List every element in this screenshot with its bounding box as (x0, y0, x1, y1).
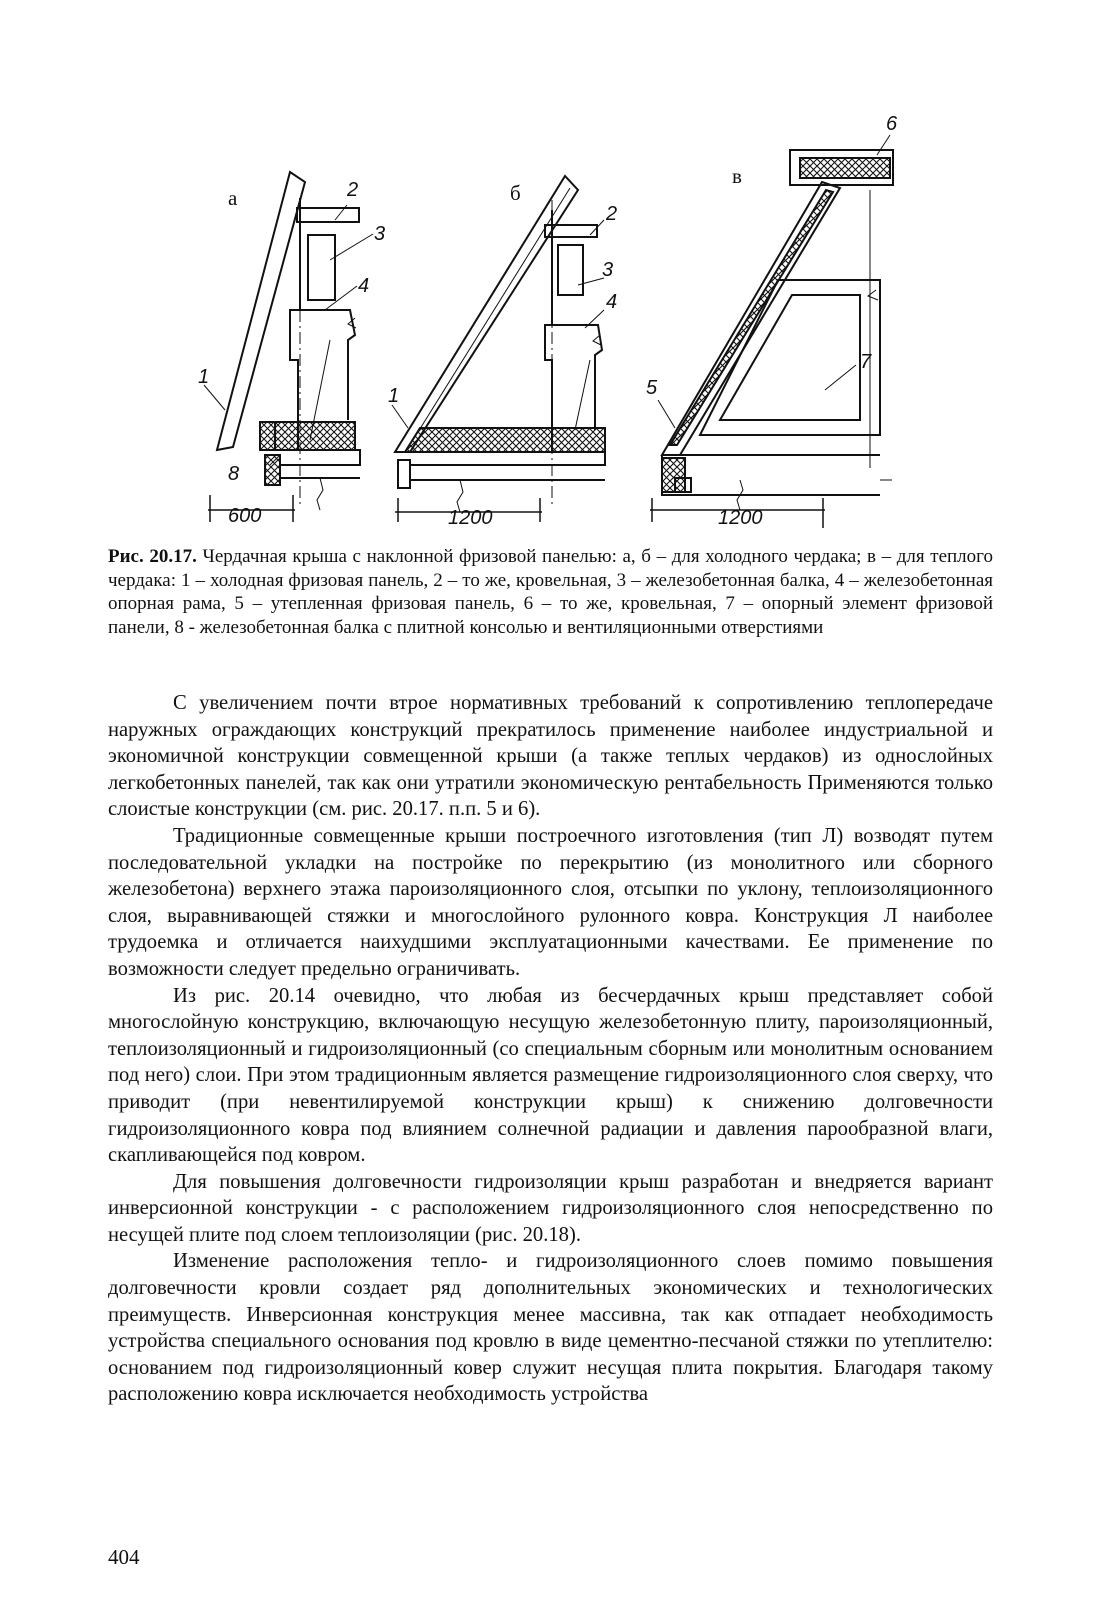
callout-b-4: 4 (606, 291, 618, 313)
paragraph: С увеличением почти втрое нормативных требований к сопротивлению теплопередаче наружных ограждающих конструкций прекратилось применение наиболее индустриальной и экономичной конструкции совмещенной крыши (а также теплых чердаков) из однослойных легкобетонных панелей, так как они утратили экономическую рентабельность Применяются только слоистые конструкции (см. рис. 20.17. п.п. 5 и 6). (108, 692, 993, 821)
caption-text: Чердачная крыша с наклонной фризовой панелью: а, б – для холодного чердака; в – для теплого чердака: 1 – холодная фризовая панель, 2 – то же, кровельная, 3 – железобетонная балка, 4 – железобетонная опорная рама, 5 – утепленная фризовая панель, 6 – то же, кровельная, 7 – опорный элемент фризовой панели, 8 - железобетонная балка с плитной консолью и вентиляционными отверстиями (108, 546, 993, 638)
dimension-a: 600 (228, 505, 262, 527)
body-text (108, 690, 993, 1408)
dimension-b: 1200 (448, 507, 493, 529)
page-number: 404 (108, 1545, 140, 1569)
figure-caption (108, 545, 993, 639)
diagram-c (650, 135, 893, 528)
paragraph: Из рис. 20.14 очевидно, что любая из бесчердачных крыш представляет собой многослойную конструкцию, включающую несущую железобетонную плиту, пароизоляционный, теплоизоляционный и гидроизоляционный (со специальным сборным или монолитным основанием под него) слои. При этом традиционным является размещение гидроизоляционного слоя сверху, что приводит (при невентилируемой конструкции крыш) к снижению долговечности гидроизоляционного ковра под влиянием солнечной радиации и давления парообразной влаги, скапливающейся под ковром. (108, 984, 993, 1167)
callout-a-3: 3 (374, 223, 386, 245)
paragraph: Традиционные совмещенные крыши построечного изготовления (тип Л) возводят путем последовательной укладки на постройке по перекрытию (из монолитного или сборного железобетона) верхнего этажа пароизоляционного слоя, отсыпки по уклону, теплоизоляционного слоя, выравнивающей стяжки и многослойного рулонного ковра. Конструкция Л наиболее трудоемка и отличается наихудшими эксплуатационными качествами. Ее применение по возможности следует предельно ограничивать. (108, 824, 993, 980)
figure-20-17 (180, 110, 940, 540)
figure-number: Рис. 20.17. (108, 546, 197, 567)
callout-b-2: 2 (606, 203, 618, 225)
paragraph: Для повышения долговечности гидроизоляции крыш разработан и внедряется вариант инверсионной конструкции - с расположением гидроизоляционного слоя непосредственно по несущей плите под слоем теплоизоляции (рис. 20.18). (108, 1170, 993, 1246)
callout-c-6: 6 (886, 113, 898, 135)
callout-a-8: 8 (228, 463, 240, 485)
callout-c-7: 7 (860, 351, 872, 373)
callout-a-1: 1 (198, 366, 210, 388)
paragraph: Изменение расположения тепло- и гидроизоляционного слоев помимо повышения долговечности кровли создает ряд дополнительных экономических и технологических преимуществ. Инверсионная конструкция менее массивна, так как отпадает необходимость устройства специального основания под кровлю в виде цементно-песчаной стяжки по утеплителю: основанием под гидроизоляционный ковер служит несущая плита покрытия. Благодаря такому расположению ковра исключается необходимость устройства (108, 1250, 993, 1406)
diagram-b (392, 176, 605, 522)
callout-a-4: 4 (358, 275, 370, 297)
callout-a-2: 2 (347, 179, 359, 201)
panel-label-c: в (732, 164, 742, 188)
dimension-c: 1200 (718, 507, 763, 529)
callout-b-3: 3 (602, 259, 614, 281)
panel-label-b: б (510, 181, 521, 205)
panel-label-a: а (228, 186, 238, 210)
callout-c-5: 5 (646, 377, 658, 399)
callout-b-1: 1 (388, 385, 400, 407)
